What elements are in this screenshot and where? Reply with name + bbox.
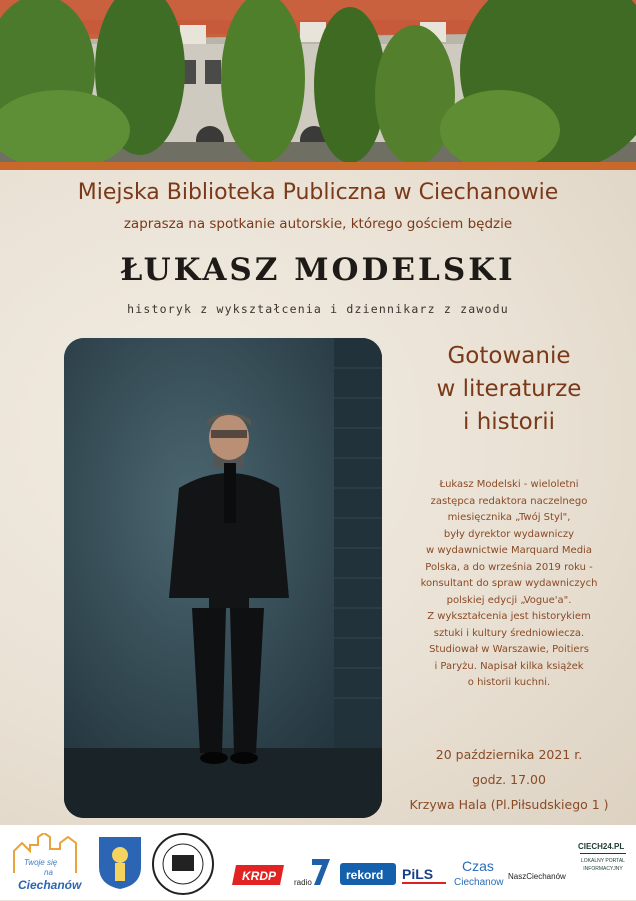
invite-line: zaprasza na spotkanie autorskie, którego gościem będzie (123, 216, 513, 232)
twoje-ciechanow-logo (10, 833, 90, 895)
twoje-line2: na (44, 868, 53, 877)
ciech24-sub: LOKALNY PORTAL INFORMACYJNY (581, 858, 625, 872)
nasz-ciechanow-logo (508, 865, 570, 887)
bio-line: były dyrektor wydawniczy (443, 528, 575, 540)
author-name: ŁUKASZ MODELSKI (120, 252, 516, 288)
czas-ciechanowa-logo (452, 855, 504, 891)
header-photo (0, 0, 636, 162)
czas-text-1: Czas (462, 858, 494, 874)
rekord-text: rekord (346, 868, 384, 882)
book-title-line: Gotowanie (447, 343, 571, 369)
author-description: historyk z wykształcenia i dziennikarz z zawodu (127, 302, 509, 316)
bio-line: i Paryżu. Napisał kilka książek (434, 660, 584, 672)
author-bio (382, 477, 636, 692)
library-name: Miejska Biblioteka Publiczna w Ciechanowie (77, 180, 559, 205)
event-venue: Krzywa Hala (Pl.Piłsudskiego 1 ) (409, 797, 609, 812)
bio-line: o historii kuchni. (467, 677, 551, 688)
building-with-trees-image (0, 0, 636, 162)
bio-line: w wydawnictwie Marquard Media (426, 545, 592, 556)
author-photo (64, 338, 382, 818)
rekord-logo (340, 861, 396, 887)
city-skyline-icon (10, 833, 90, 895)
bio-line: polskiej edycji „Vogue'a". (446, 594, 572, 606)
bio-line: konsultant do spraw wydawniczych (420, 578, 598, 589)
coat-of-arms-icon (97, 835, 143, 891)
radio7-text: radio (294, 878, 312, 887)
event-date: 20 października 2021 r. (435, 747, 583, 762)
bio-line: Łukasz Modelski - wieloletni (439, 479, 579, 490)
bio-line: Polska, a do września 2019 roku - (425, 561, 593, 573)
pils-text: PiLS (402, 866, 434, 882)
pils-logo (400, 861, 448, 887)
krdp-logo (232, 863, 288, 887)
bio-line: zastępca redaktora naczelnego (430, 495, 588, 507)
bio-line: miesięcznika „Twój Styl", (447, 512, 571, 523)
orange-divider (0, 162, 636, 170)
library-seal-icon (150, 831, 216, 897)
krdp-text: KRDP (242, 869, 277, 883)
event-time: godz. 17.00 (472, 772, 546, 787)
ciech24-logo (576, 835, 630, 895)
book-title-line: i historii (463, 409, 555, 435)
book-title-line: w literaturze (436, 376, 582, 402)
author-portrait-image (64, 338, 382, 818)
twoje-line3: Ciechanów (18, 878, 82, 892)
bio-line: Studiował w Warszawie, Poitiers (429, 644, 589, 655)
book-title (382, 340, 636, 439)
sponsor-logos-bar (0, 825, 636, 900)
ciech24-title: CIECH24.PL (578, 842, 625, 851)
event-details (382, 742, 636, 817)
bio-line: Z wykształcenia jest historykiem (427, 611, 591, 622)
nasz-text: NaszCiechanów (508, 872, 566, 881)
czas-text-2: Ciechanowa (454, 877, 504, 888)
bio-line: sztuki i kultury średniowiecza. (433, 627, 585, 639)
radio7-logo (294, 855, 334, 889)
twoje-line1: Twoje się (24, 858, 58, 867)
